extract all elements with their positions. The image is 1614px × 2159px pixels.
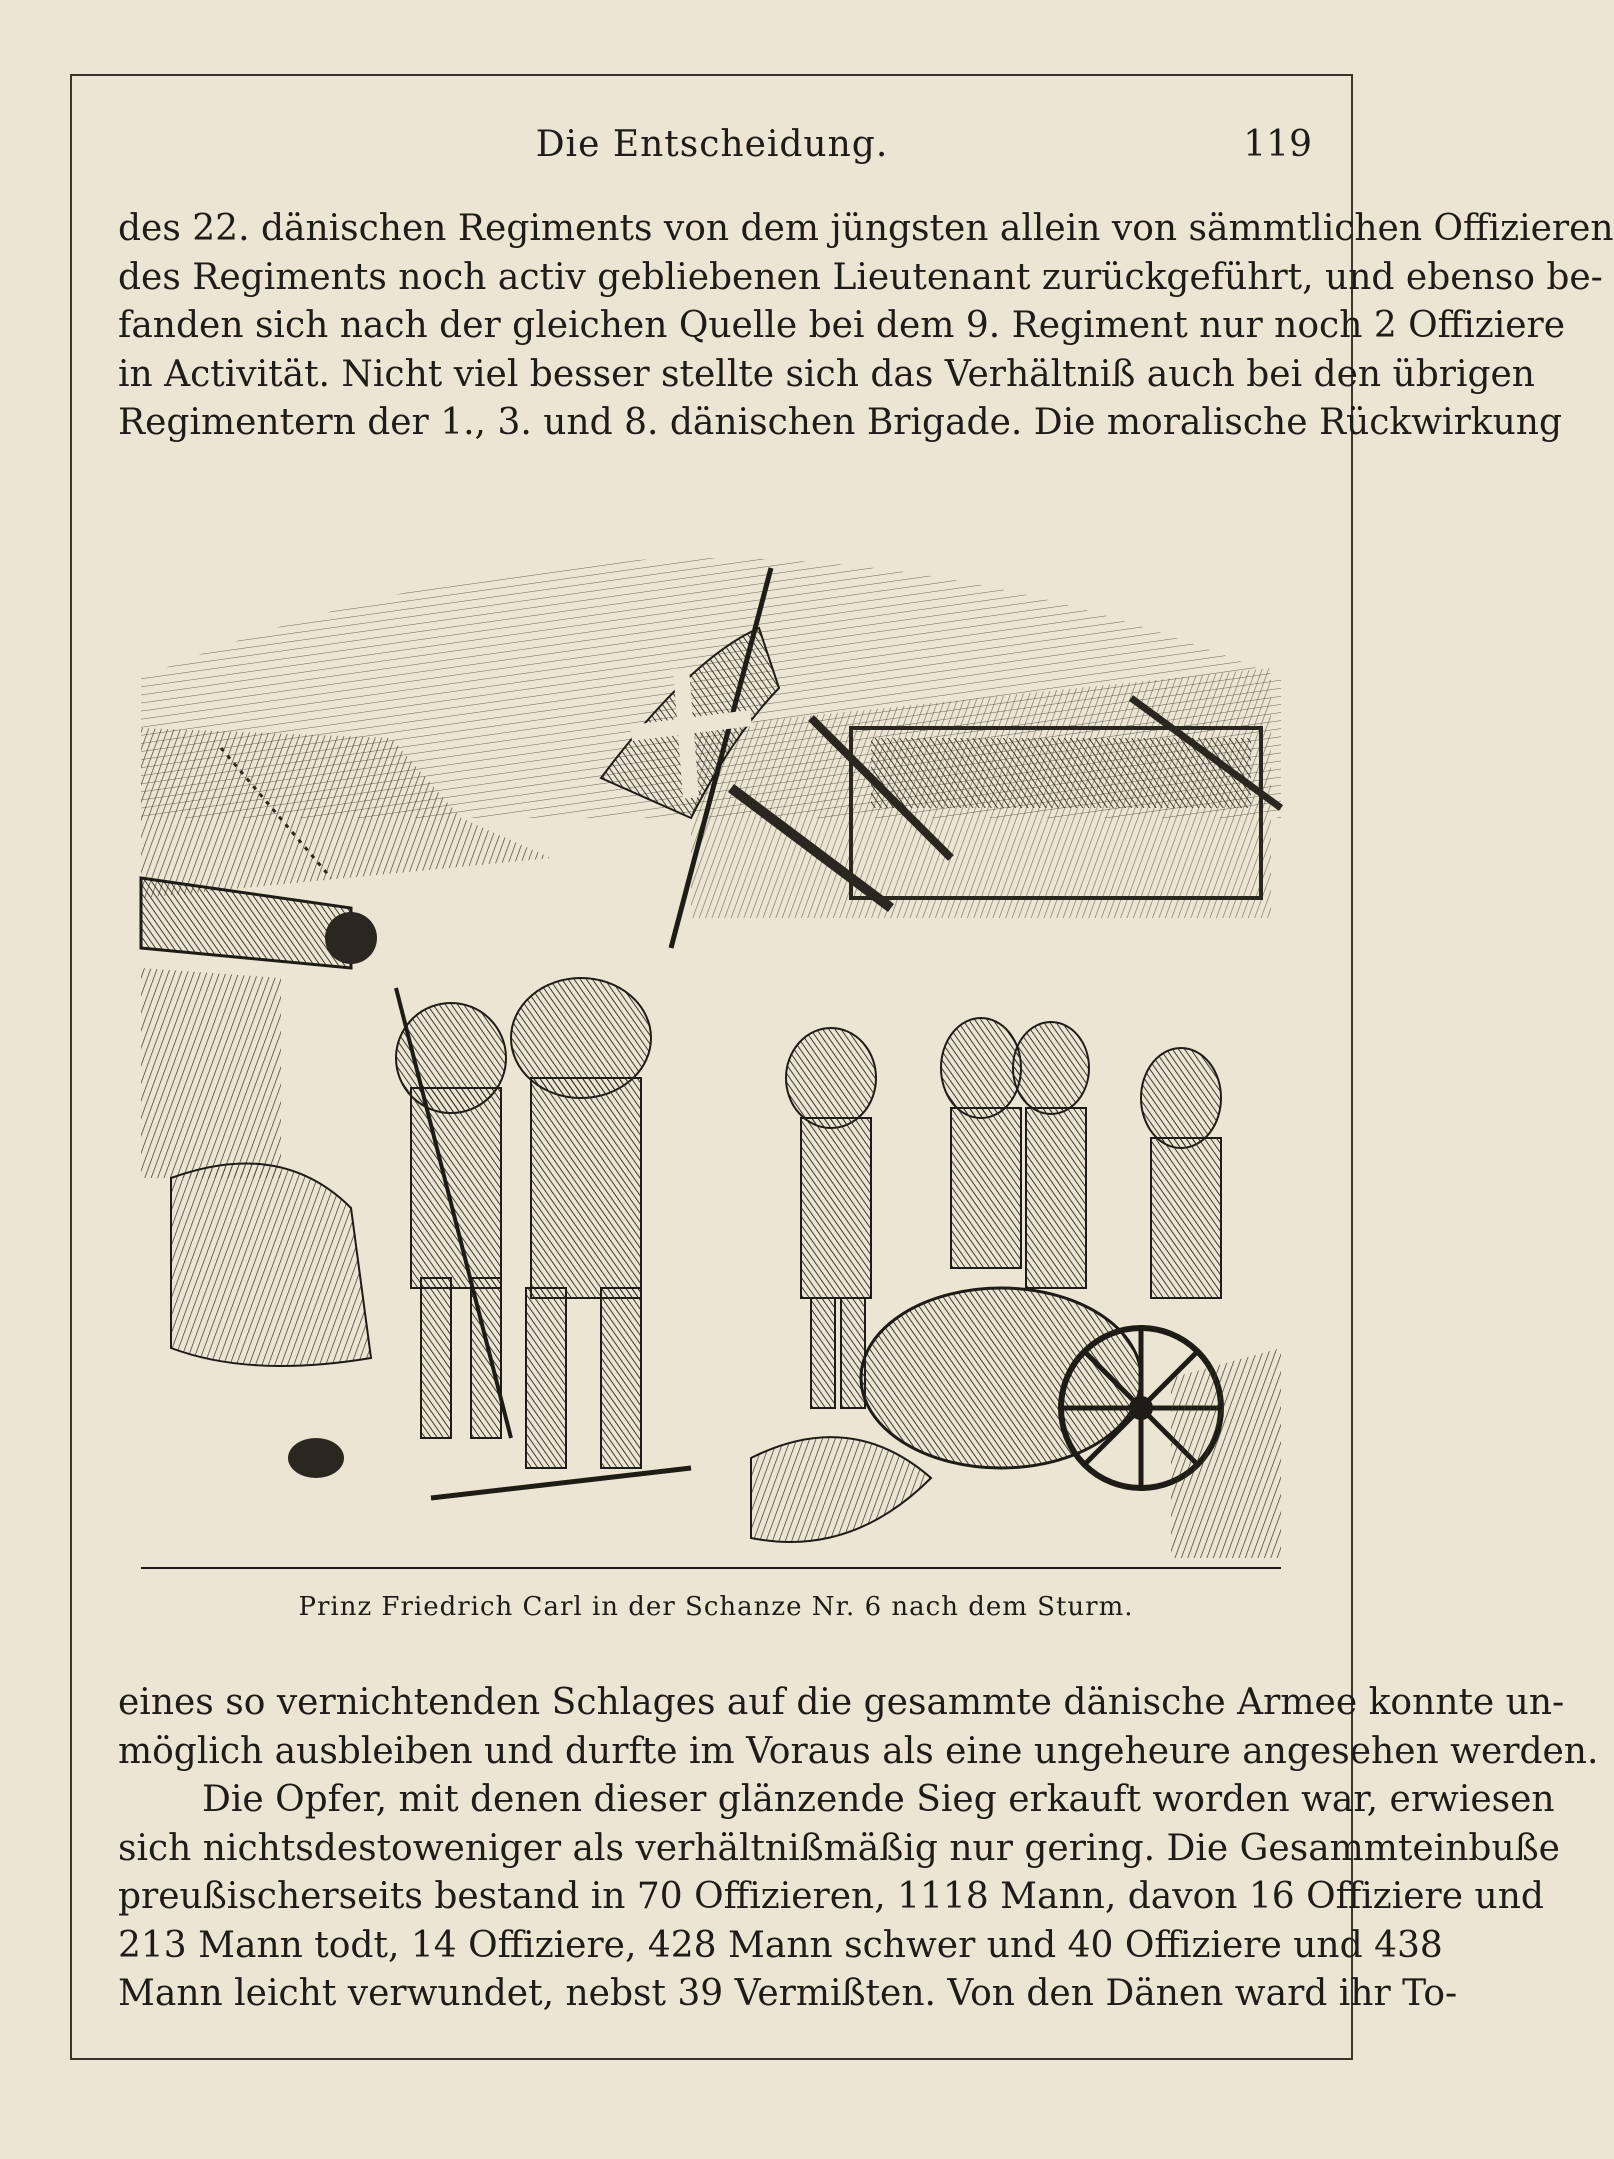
text-line: sich nichtsdestoweniger als verhältnißmäßig nur gering. Die Gesammteinbuße — [118, 1827, 1560, 1869]
text-line: Die Opfer, mit denen dieser glänzende Sieg erkauft worden war, erwiesen — [202, 1779, 1555, 1820]
text-line: Mann leicht verwundet, nebst 39 Vermißten. Von den Dänen ward ihr To- — [118, 1973, 1458, 2014]
running-title: Die Entscheidung. — [535, 124, 889, 165]
text-line: des Regiments noch activ gebliebenen Lieutenant zurückgeführt, und ebenso be- — [118, 256, 1603, 298]
text-line: des 22. dänischen Regiments von dem jüngsten allein von sämmtlichen Offizieren — [118, 208, 1614, 249]
text-line: eines so vernichtenden Schlages auf die gesammte dänische Armee konnte un- — [118, 1682, 1565, 1723]
paragraph-top — [118, 205, 1614, 448]
text-line: fanden sich nach der gleichen Quelle bei dem 9. Regiment nur noch 2 Offiziere — [118, 305, 1566, 346]
page-header — [112, 124, 1312, 180]
text-line: 213 Mann todt, 14 Offiziere, 428 Mann schwer und 40 Offiziere und 438 — [118, 1924, 1443, 1966]
page-number: 119 — [1243, 124, 1312, 165]
paragraph-bottom — [118, 1679, 1599, 2019]
text-line: Regimentern der 1., 3. und 8. dänischen Brigade. Die moralische Rückwirkung — [118, 402, 1563, 443]
engraving-illustration — [131, 478, 1291, 1570]
figure-caption: Prinz Friedrich Carl in der Schanze Nr. 6 nach dem Sturm. — [298, 1592, 1134, 1622]
battle-scene-engraving — [131, 478, 1291, 1570]
text-line: preußischerseits bestand in 70 Offizieren, 1118 Mann, davon 16 Offiziere und — [118, 1876, 1544, 1917]
text-line: in Activität. Nicht viel besser stellte sich das Verhältniß auch bei den übrigen — [118, 353, 1535, 395]
text-line: möglich ausbleiben und durfte im Voraus als eine ungeheure angesehen werden. — [118, 1730, 1599, 1772]
